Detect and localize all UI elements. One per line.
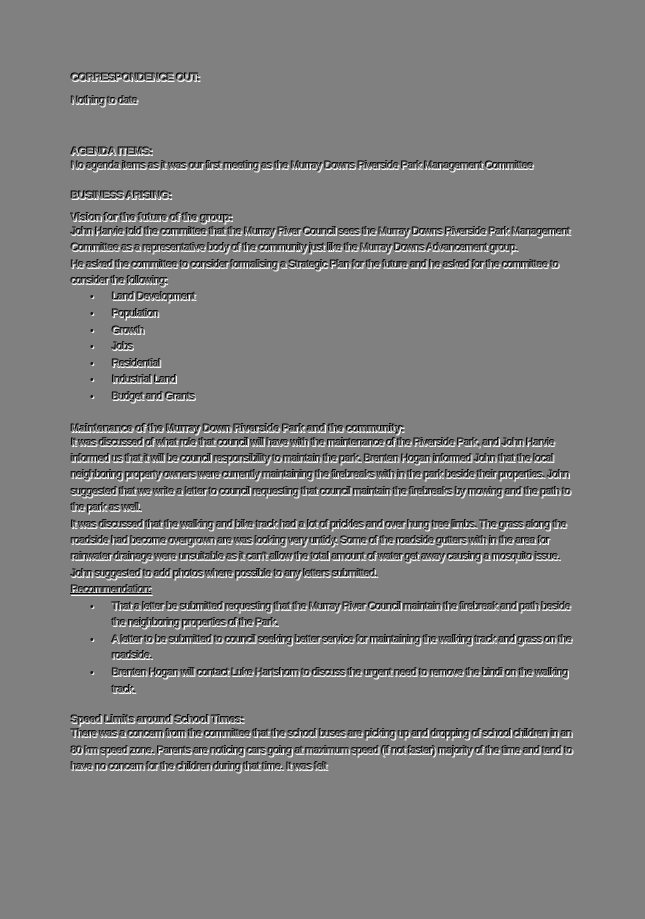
- list-item: • That a letter be submitted requesting that the Murray River Council maintain the firebreak and path beside the neighboring properties of the Park.: [71, 599, 576, 632]
- recommendation-label: Recommendation:: [71, 584, 152, 597]
- section-body: Nothing to date: [71, 95, 138, 107]
- section-correspondence-out: [71, 72, 576, 109]
- vision-list: [71, 289, 576, 405]
- list-item: • Brenten Hogan will contact Luke Hartshorn to discuss the urgent need to remove the bindi on the walking track.: [71, 665, 576, 698]
- list-item: • Population: [71, 306, 576, 323]
- section-maintenance: [71, 423, 576, 699]
- paragraph: There was a concern from the committee that the school buses are picking up and dropping of school children in an 80 km speed zone. Parents are noticing cars going at maximum speed (if not faster) majority of the time and tend to have no concern for the children during that time. It was felt: [71, 728, 573, 774]
- subsection-heading: Vision for the future of the group:: [71, 211, 233, 224]
- section-agenda-items: [71, 146, 576, 174]
- subsection-heading: Maintenance of the Murray Down Riverside Park and the community:: [71, 422, 405, 435]
- list-item: • Industrial Land: [71, 372, 576, 389]
- document-page: [71, 72, 576, 775]
- list-item: • Growth: [71, 323, 576, 340]
- paragraph: It was discussed that the walking and bike track had a lot of prickles and over hung tree limbs. The grass along the roadside had become overgrown are was looking very untidy. Some of the roadside gutters with in the area for rainwater drainage were unsuitable as it can't allow the total amount of water get away causing a mosquito issue. John suggested to add photos where possible to any letters submitted.: [71, 518, 567, 580]
- section-heading: AGENDA ITEMS:: [71, 146, 153, 159]
- section-body: No agenda items as it was our first meeting as the Murray Downs Riverside Park Management Committee: [71, 160, 534, 173]
- list-item: • A letter to be submitted to council seeking better service for maintaining the walking track and grass on the roadside.: [71, 632, 576, 665]
- paragraph: John Harvie told the committee that the Murray River Council sees the Murray Downs Riverside Park Management Committee as a representative body of the community just like the Murray Downs Advancement group.: [71, 225, 571, 255]
- section-business-arising: [71, 190, 576, 202]
- list-item: • Land Development: [71, 289, 576, 306]
- section-speed-limits: [71, 714, 576, 775]
- paragraph: It was discussed of what role that council will have with the maintenance of the Riverside Park, and John Harvie informed us that it will be council responsibility to maintain the park. Brenten Hogan informed John that the local neighboring property owners were currently maintaining the firebreaks with in the park beside their properties. John suggested that we write a letter to council requesting that council maintain the firebreaks by mowing and the path to the park as well.: [71, 436, 571, 515]
- recommendation-list: [71, 599, 576, 699]
- section-vision: [71, 212, 576, 406]
- list-item: • Residential: [71, 356, 576, 373]
- section-heading: BUSINESS ARISING:: [71, 189, 172, 202]
- subsection-heading: Speed Limits around School Times:: [71, 714, 245, 727]
- section-heading: CORRESPONDENCE OUT:: [71, 72, 201, 84]
- list-item: • Budget and Grants: [71, 389, 576, 406]
- list-item: • Jobs: [71, 339, 576, 356]
- paragraph: He asked the committee to consider formalising a Strategic Plan for the future and he asked for the committee to consider the following:: [71, 258, 559, 288]
